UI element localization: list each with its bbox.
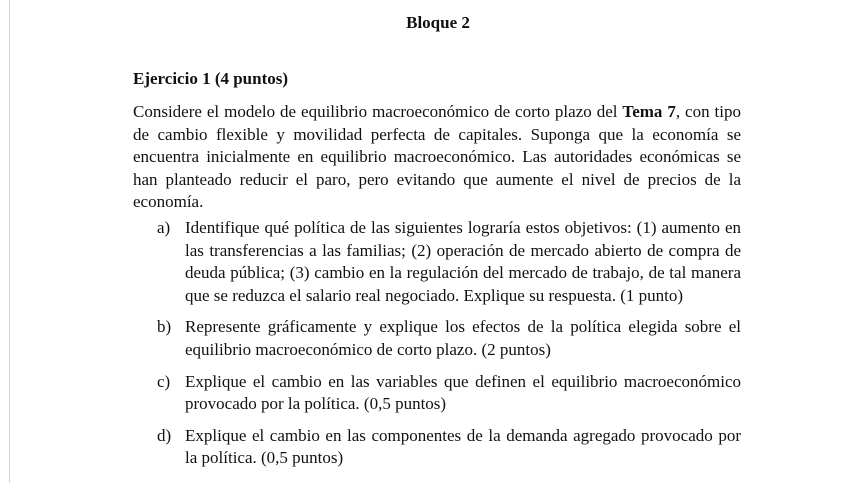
question-item-a	[157, 217, 741, 307]
intro-text-start: Considere el modelo de equilibrio macroeconómico de corto plazo del	[133, 102, 623, 121]
question-item-c	[157, 371, 741, 416]
question-text: Represente gráficamente y explique los efectos de la política elegida sobre el equilibrio macroeconómico de corto plazo. (2 puntos)	[185, 317, 741, 359]
question-text: Explique el cambio en las componentes de la demanda agregado provocado por la política. (0,5 puntos)	[185, 425, 741, 468]
intro-bold-topic: Tema 7	[622, 102, 676, 121]
exercise-heading: Ejercicio 1 (4 puntos)	[133, 69, 289, 88]
question-list	[157, 217, 741, 479]
exercise-intro-paragraph	[133, 101, 741, 214]
question-marker: a)	[157, 218, 171, 237]
question-marker: b)	[157, 317, 172, 337]
question-marker: d)	[157, 425, 172, 445]
question-text: Identifique qué política de las siguientes lograría estos objetivos: (1) aumento en las transferencias a las familias; (2) operación de mercado abierto de compra de deuda pública; (3) cambio en la regulación del mercado de trabajo, de tal manera que se reduzca el salario real negociado. Explique su respuesta. (1 punto)	[185, 218, 741, 305]
page-edge-divider	[9, 0, 10, 483]
question-text: Explique el cambio en las variables que definen el equilibrio macroeconómico provocado por la política. (0,5 puntos)	[185, 371, 741, 414]
question-item-d	[157, 425, 741, 470]
question-marker: c)	[157, 371, 171, 391]
question-item-b	[157, 316, 741, 361]
intro-text-end: , con tipo de cambio flexible y movilidad perfecta de capitales. Suponga que la economía se encuentra inicialmente en equilibrio macroeconómico. Las autoridades económicas se han planteado reducir el paro, pero evitando que aumente el nivel de precios de la economía.	[133, 102, 741, 212]
block-title: Bloque 2	[406, 13, 470, 32]
